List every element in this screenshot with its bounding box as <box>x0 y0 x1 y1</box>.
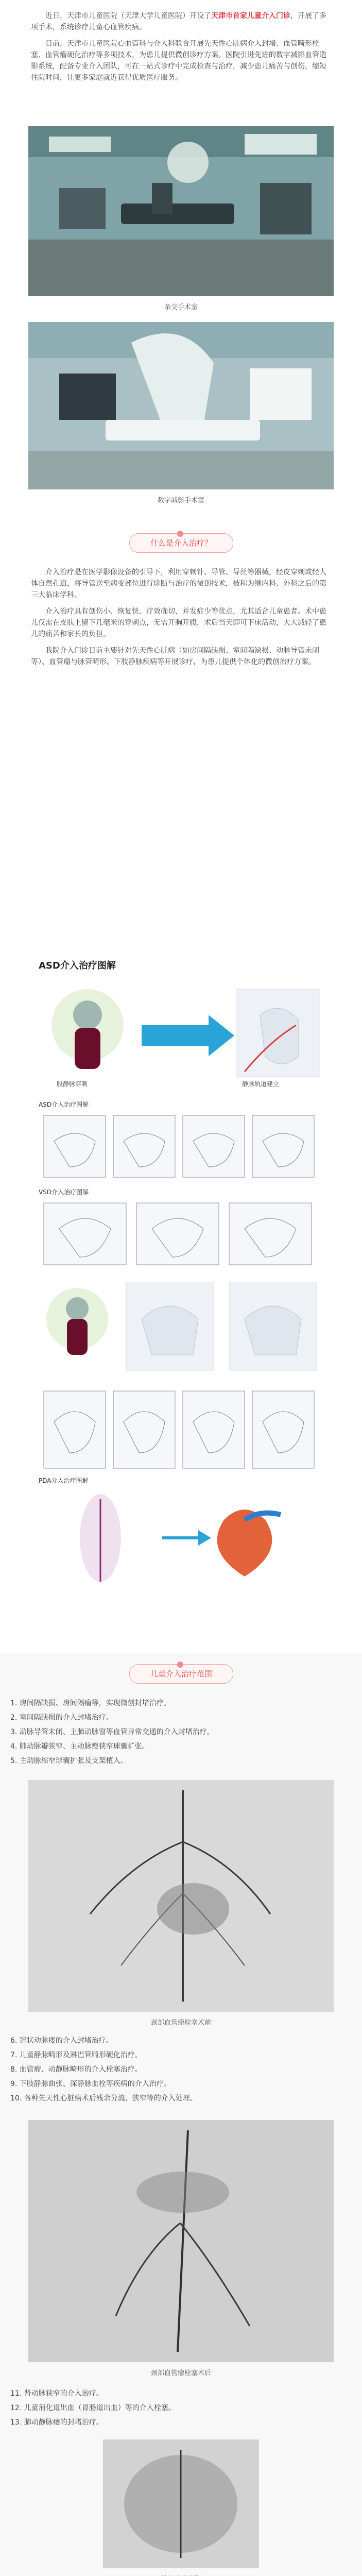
intervention-diagram <box>28 958 334 1592</box>
photo-caption-1: 杂交手术室 <box>164 303 198 311</box>
scope-item: 6. 冠状动脉瘘的介入封堵治疗。 <box>10 2037 113 2045</box>
scope-item: 12. 儿童消化道出血（胃肠道出血）等的介入栓塞。 <box>10 2404 176 2412</box>
dsa-room-photo <box>28 322 334 489</box>
scope-item: 2. 室间隔缺损的介入封堵治疗。 <box>10 1714 113 1722</box>
section-title-what-is-intervention <box>129 533 233 553</box>
photo-caption-2: 数字减影手术室 <box>157 497 204 504</box>
diagram-row-2 <box>39 1110 327 1182</box>
intro-p1-a: 近日，天津市儿童医院（天津大学儿童医院）开设了 <box>45 12 211 20</box>
section-title-scope <box>129 1664 233 1684</box>
xray-image-2 <box>28 2120 334 2362</box>
operating-room-photo <box>28 126 334 296</box>
scope-list-b <box>10 2035 352 2107</box>
xray-image-1 <box>28 1780 334 2012</box>
scope-item: 4. 肺动脉瓣狭窄、主动脉瓣狭窄球囊扩张。 <box>10 1742 149 1751</box>
diagram-row-6 <box>39 1489 327 1587</box>
xray-caption-3 <box>0 2573 362 2576</box>
intro-text <box>31 10 331 89</box>
diagram-row5-label: PDA介入治疗图解 <box>39 1477 89 1484</box>
diagram-row2-label: ASD介入治疗图解 <box>39 1101 89 1108</box>
scope-item: 7. 儿童静脉畸形及淋巴管畸形硬化治疗。 <box>10 2051 142 2059</box>
scope-item: 1. 房间隔缺损、房间隔瘤等，实现微创封堵治疗。 <box>10 1699 171 1707</box>
scope-item: 3. 动脉导管未闭、主肺动脉窗等血管异常交通的介入封堵治疗。 <box>10 1728 214 1736</box>
diagram-row3-label: VSD介入治疗图解 <box>39 1189 89 1196</box>
section1-paragraph-2: 介入治疗具有创伤小、恢复快、疗效确切、并发症少等优点，尤其适合儿童患者。术中患儿仅需在皮肤上留下几毫米的穿刺点，无需开胸开腹，术后当天即可下床活动，大大减轻了患儿的痛苦和家长的负担。 <box>31 607 326 638</box>
intervention-scope-section <box>0 1654 362 2576</box>
diagram-row-3 <box>39 1198 327 1270</box>
scope-item: 10. 各种先天性心脏病术后残余分流、狭窄等的介入处理。 <box>10 2094 197 2103</box>
intro-paragraph-2: 目前，天津市儿童医院心血管科与介入科联合开展先天性心脏病介入封堵、血管畸形栓塞、血管瘤硬化治疗等多项技术，为患儿提供微创诊疗方案。医院引进先进的数字减影血管造影系统，配备专业介入团队，可在一站式诊疗中完成检查与治疗，减少患儿痛苦与创伤，缩短住院时间，让更多家庭就近获得优质医疗服务。 <box>31 40 326 82</box>
scope-item: 13. 肺动静脉瘘的封堵治疗。 <box>10 2418 104 2427</box>
intro-paragraph-1 <box>31 10 331 33</box>
title-dot-icon-2 <box>177 1662 183 1668</box>
intro-p1-b: ，开展了多项手术，系统诊疗儿童心血管疾病。 <box>31 12 326 31</box>
section1-title-text: 什么是介入治疗？ <box>150 538 212 548</box>
diagram-title: ASD介入治疗图解 <box>39 960 116 971</box>
diagram-row-5 <box>39 1381 327 1484</box>
scope-list-c <box>10 2388 352 2431</box>
scope-item: 9. 下肢静脉曲张、深静脉血栓等疾病的介入治疗。 <box>10 2080 171 2088</box>
section1-paragraph-1: 介入治疗是在医学影像设备的引导下，利用穿刺针、导管、导丝等器械，经皮穿刺或经人体自然孔道，将导管送至病变部位进行诊断与治疗的微创技术，被称为继内科、外科之后的第三大临床学科。 <box>31 568 326 599</box>
section2-title-text: 儿童介入治疗范围 <box>150 1669 212 1679</box>
scope-item: 8. 血管瘤、动静脉畸形的介入栓塞治疗。 <box>10 2065 142 2074</box>
xray-caption-1: 颈部血管瘤栓塞术前 <box>150 2019 211 2027</box>
xray-caption-2: 颈部血管瘤栓塞术后 <box>150 2369 211 2377</box>
diagram-label-left: 股静脉穿刺 <box>57 1080 88 1088</box>
section1-paragraph-3: 我院介入门诊目前主要针对先天性心脏病（如房间隔缺损、室间隔缺损、动脉导管未闭等）、血管瘤与脉管畸形、下肢静脉疾病等开展诊疗，为患儿提供个体化的微创治疗方案。 <box>31 647 319 666</box>
diagram-row-4 <box>39 1278 327 1376</box>
diagram-label-right: 静脉轨道建立 <box>242 1080 280 1088</box>
scope-item: 5. 主动脉缩窄球囊扩张及支架植入。 <box>10 1757 128 1765</box>
intro-highlight: 天津市首家儿童介入门诊 <box>211 12 290 20</box>
scope-list-a <box>10 1698 352 1770</box>
section1-body <box>31 567 331 673</box>
scope-item: 11. 肾动脉狭窄的介入治疗。 <box>10 2389 104 2398</box>
title-dot-icon <box>177 531 183 537</box>
xray-image-3 <box>103 2439 259 2568</box>
